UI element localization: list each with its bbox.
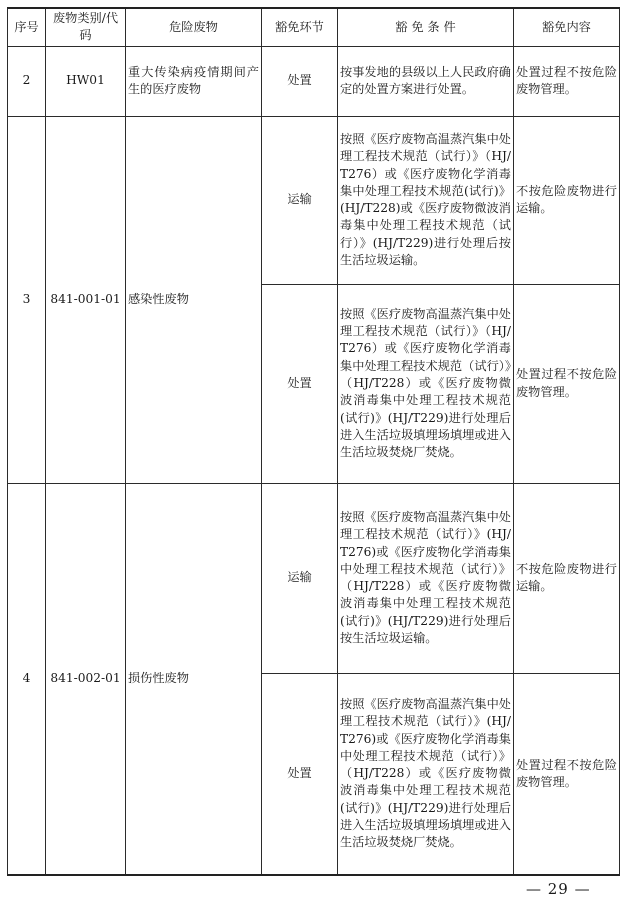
row-waste: 损伤性废物 xyxy=(126,483,262,875)
page-number: — 29 — xyxy=(526,880,591,898)
row-condition: 按照《医疗废物高温蒸汽集中处理工程技术规范（试行）》(HJ/T276)或《医疗废物化学消毒集中处理工程技术规范（试行）》（HJ/T228）或《医疗废物微波消毒集中处理工程技术规范(试行)》(HJ/T229)进行处理后进入生活垃圾填埋场填埋或进入生活垃圾焚烧厂焚烧。 xyxy=(338,673,514,875)
row-waste: 感染性废物 xyxy=(126,116,262,483)
row-no: 3 xyxy=(8,116,46,483)
row-code: 841-001-01 xyxy=(46,116,126,483)
header-stage: 豁免环节 xyxy=(262,8,338,46)
row-content: 不按危险废物进行运输。 xyxy=(514,483,620,673)
row-code: 841-002-01 xyxy=(46,483,126,875)
row-stage: 运输 xyxy=(262,116,338,284)
header-content: 豁免内容 xyxy=(514,8,620,46)
header-code: 废物类别/代码 xyxy=(46,8,126,46)
row-condition: 按照《医疗废物高温蒸汽集中处理工程技术规范（试行）》(HJ/T276)或《医疗废物化学消毒集中处理工程技术规范（试行）》（HJ/T228）或《医疗废物微波消毒集中处理工程技术规范(试行)》(HJ/T229)进行处理后按生活垃圾运输。 xyxy=(338,483,514,673)
row-condition: 按照《医疗废物高温蒸汽集中处理工程技术规范（试行）》（HJ/T276）或《医疗废物化学消毒集中处理工程技术规范（试行）》（HJ/T228）或《医疗废物微波消毒集中处理工程技术规范(试行)》(HJ/T229)进行处理后进入生活垃圾填埋场填埋或进入生活垃圾焚烧厂焚烧。 xyxy=(338,284,514,483)
row-no: 4 xyxy=(8,483,46,875)
table-row xyxy=(8,46,620,116)
row-stage: 处置 xyxy=(262,46,338,116)
header-waste: 危险废物 xyxy=(126,8,262,46)
table-row xyxy=(8,483,620,673)
header-no: 序号 xyxy=(8,8,46,46)
header-condition: 豁 免 条 件 xyxy=(338,8,514,46)
exemption-table xyxy=(7,7,620,876)
row-code: HW01 xyxy=(46,46,126,116)
row-stage: 运输 xyxy=(262,483,338,673)
row-content: 处置过程不按危险废物管理。 xyxy=(514,673,620,875)
row-waste: 重大传染病疫情期间产生的医疗废物 xyxy=(126,46,262,116)
row-condition: 按照《医疗废物高温蒸汽集中处理工程技术规范（试行）》（HJ/T276）或《医疗废物化学消毒集中处理工程技术规范(试行)》(HJ/T228)或《医疗废物微波消毒集中处理工程技术规范（试行）》(HJ/T229)进行处理后按生活垃圾运输。 xyxy=(338,116,514,284)
row-content: 处置过程不按危险废物管理。 xyxy=(514,46,620,116)
row-stage: 处置 xyxy=(262,284,338,483)
table-row xyxy=(8,116,620,284)
row-content: 不按危险废物进行运输。 xyxy=(514,116,620,284)
row-stage: 处置 xyxy=(262,673,338,875)
table-header-row xyxy=(8,8,620,46)
row-content: 处置过程不按危险废物管理。 xyxy=(514,284,620,483)
row-condition: 按事发地的县级以上人民政府确定的处置方案进行处置。 xyxy=(338,46,514,116)
row-no: 2 xyxy=(8,46,46,116)
